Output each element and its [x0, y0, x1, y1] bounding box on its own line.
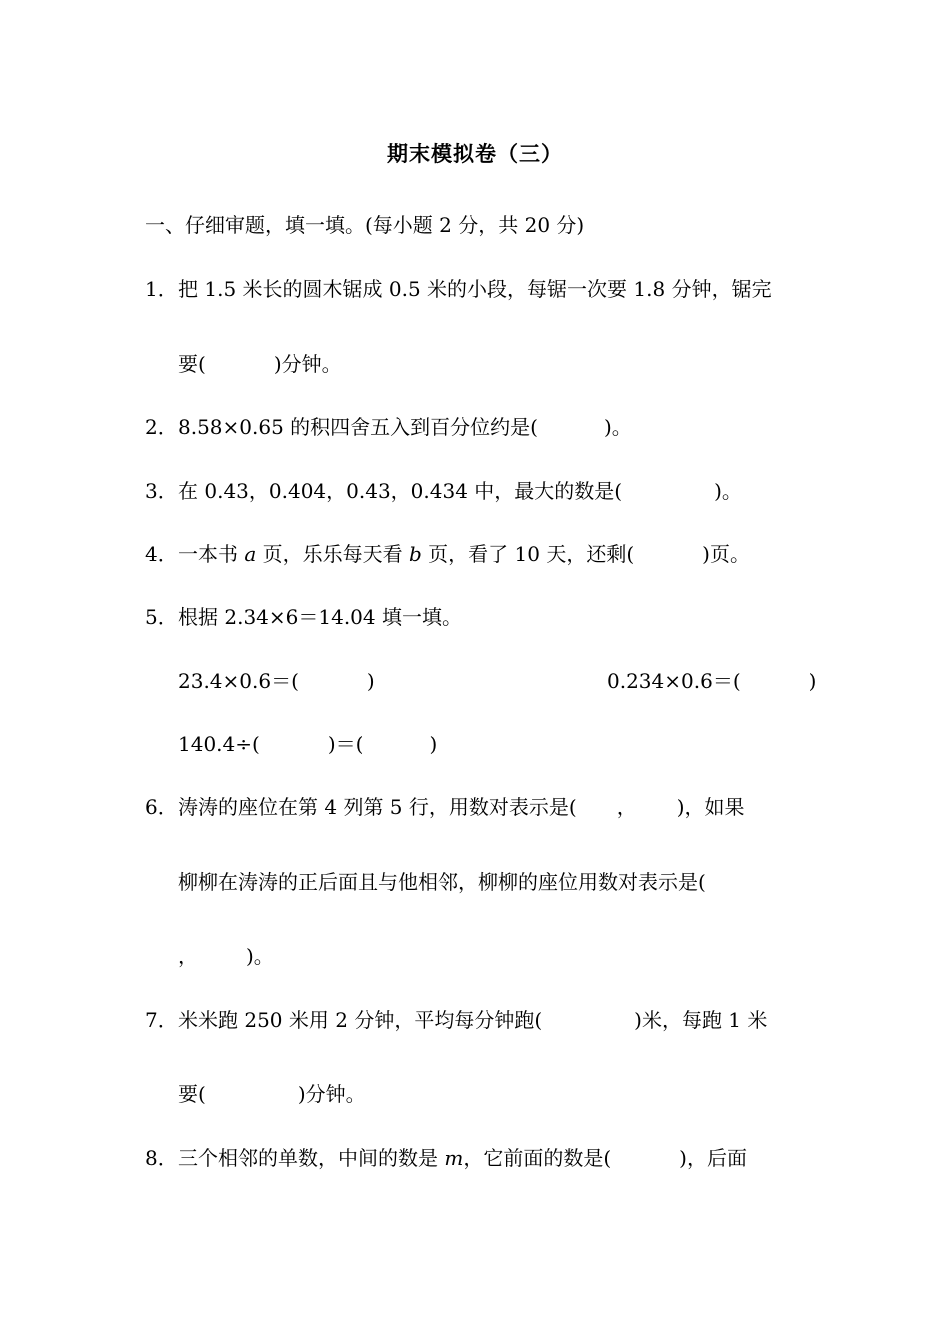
question-5-sub-1: 23.4×0.6＝( )	[178, 669, 375, 693]
question-number: 4．	[145, 542, 178, 566]
question-3-text: 在 0.43，0.404，0.43，0.434 中，最大的数是( )。	[178, 479, 742, 503]
question-number: 8．	[145, 1146, 178, 1170]
question-1-line-1: 把 1.5 米长的圆木锯成 0.5 米的小段，每锯一次要 1.8 分钟，锯完	[178, 277, 772, 301]
question-7-line-1: 米米跑 250 米用 2 分钟，平均每分钟跑( )米，每跑 1 米	[178, 1008, 768, 1032]
question-number: 7．	[145, 1008, 178, 1032]
section-heading: 一、仔细审题，填一填。(每小题 2 分，共 20 分)	[145, 213, 585, 237]
question-1-line-2: 要( )分钟。	[178, 352, 342, 376]
question-8-text: 三个相邻的单数，中间的数是 m，它前面的数是( )，后面	[178, 1146, 747, 1170]
question-number: 1．	[145, 277, 178, 301]
question-6-line-2: 柳柳在涛涛的正后面且与他相邻，柳柳的座位用数对表示是(	[178, 870, 706, 894]
question-number: 6．	[145, 795, 178, 819]
question-2-text: 8.58×0.65 的积四舍五入到百分位约是( )。	[178, 415, 632, 439]
question-6-line-1: 涛涛的座位在第 4 列第 5 行，用数对表示是( ， )，如果	[178, 795, 745, 819]
question-5-sub-3: 140.4÷( )＝( )	[178, 732, 438, 756]
page-title: 期末模拟卷（三）	[387, 141, 563, 166]
question-number: 3．	[145, 479, 178, 503]
question-6-line-3: ， )。	[178, 944, 274, 968]
question-number: 5．	[145, 605, 178, 629]
question-5-sub-2: 0.234×0.6＝( )	[607, 669, 817, 693]
question-number: 2．	[145, 415, 178, 439]
question-7-line-2: 要( )分钟。	[178, 1082, 366, 1106]
question-4-text: 一本书 a 页，乐乐每天看 b 页，看了 10 天，还剩( )页。	[178, 542, 750, 566]
question-5-text: 根据 2.34×6＝14.04 填一填。	[178, 605, 462, 629]
